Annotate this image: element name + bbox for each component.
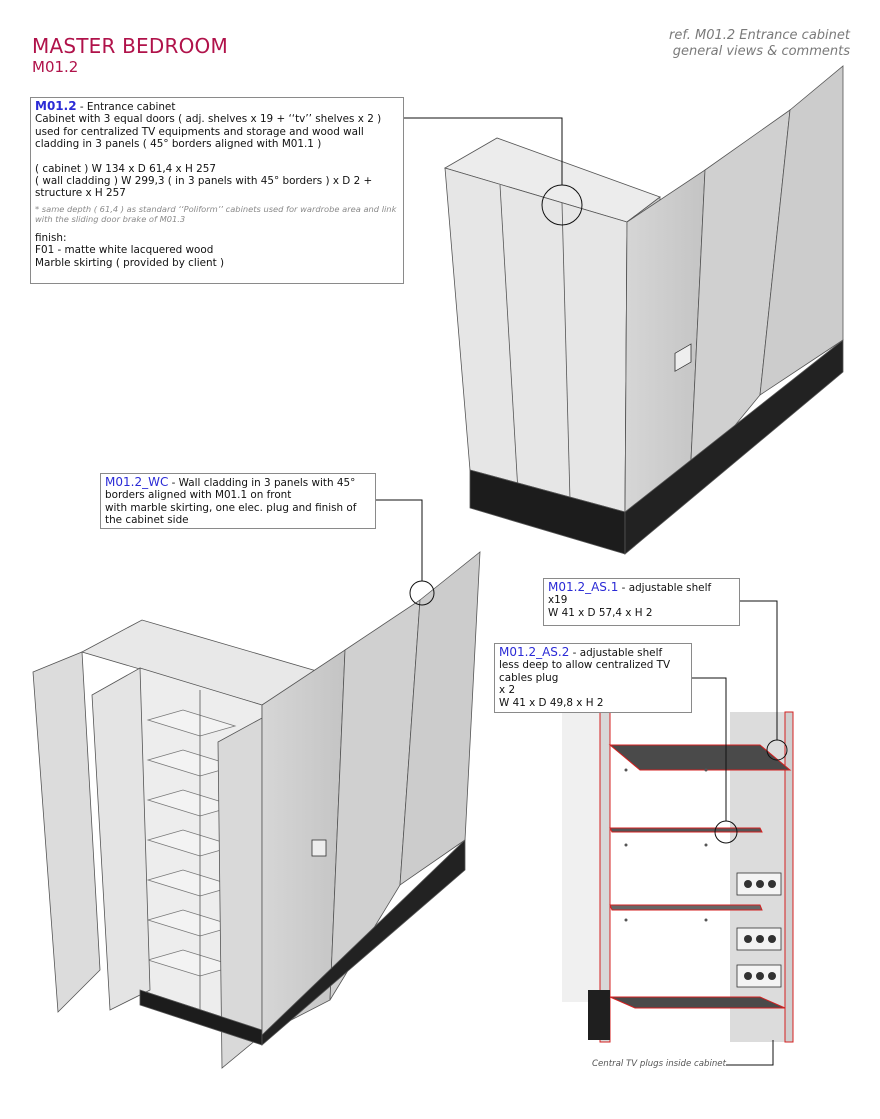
note-main-dim2: ( wall cladding ) W 299,3 ( in 3 panels with 45° borders ) x D 2 +	[35, 175, 373, 188]
open-cabinet-view	[33, 552, 480, 1068]
note-main-footnote1: * same depth ( 61,4 ) as standard ‘‘Poliform’’ cabinets used for wardrobe area and link	[35, 203, 397, 214]
caption-tv-plugs: Central TV plugs inside cabinet	[592, 1059, 726, 1069]
note-shelf-as2	[494, 643, 692, 713]
note-as1-qty: x19	[548, 594, 568, 607]
leader-wc	[375, 500, 422, 581]
note-main-code: M01.2	[35, 99, 77, 113]
page-title: MASTER BEDROOM	[32, 34, 228, 58]
note-as1-title: - adjustable shelf	[618, 582, 712, 594]
note-main-dim3: structure x H 257	[35, 187, 126, 200]
note-main-line3: cladding in 3 panels ( 45° borders aligned with M01.1 )	[35, 138, 322, 151]
note-wc-line3: with marble skirting, one elec. plug and finish of	[105, 501, 357, 514]
note-main-title: - Entrance cabinet	[76, 101, 176, 113]
note-wc-code: M01.2_WC	[105, 475, 169, 489]
note-wc-line2: borders aligned with M01.1 on front	[105, 489, 292, 502]
top-cabinet-view	[445, 66, 843, 554]
note-as2-title: - adjustable shelf	[569, 647, 663, 659]
note-as2-line1: less deep to allow centralized TV	[499, 659, 671, 672]
note-main-line1: Cabinet with 3 equal doors ( adj. shelves x 19 + ‘‘tv’’ shelves x 2 )	[35, 113, 382, 126]
note-main-footnote2: with the sliding door brake of M01.3	[35, 213, 186, 224]
ref-line-1: ref. M01.2 Entrance cabinet	[669, 28, 850, 43]
leader-caption	[726, 1040, 773, 1065]
note-wc-line4: the cabinet side	[105, 514, 189, 527]
note-as1-dim: W 41 x D 57,4 x H 2	[548, 606, 653, 619]
note-as2-dim: W 41 x D 49,8 x H 2	[499, 696, 604, 709]
note-as2-line2: cables plug	[499, 671, 559, 684]
note-main-finish2: Marble skirting ( provided by client )	[35, 256, 225, 269]
note-as2-code: M01.2_AS.2	[499, 645, 570, 659]
page-subtitle: M01.2	[32, 58, 79, 76]
reference-block	[669, 28, 850, 60]
shelf-detail-view	[562, 712, 793, 1042]
note-as2-qty: x 2	[499, 684, 516, 697]
note-wall-cladding	[100, 473, 376, 529]
note-as1-code: M01.2_AS.1	[548, 580, 619, 594]
ref-line-2: general views & comments	[672, 44, 850, 59]
note-main-cabinet	[30, 97, 404, 284]
note-main-finish-label: finish:	[35, 231, 67, 244]
note-main-line2: used for centralized TV equipments and storage and wood wall	[35, 125, 364, 138]
note-shelf-as1	[543, 578, 740, 626]
note-wc-line1: - Wall cladding in 3 panels with 45°	[168, 477, 356, 489]
note-main-finish1: F01 - matte white lacquered wood	[35, 244, 214, 257]
note-main-dim1: ( cabinet ) W 134 x D 61,4 x H 257	[35, 162, 216, 175]
